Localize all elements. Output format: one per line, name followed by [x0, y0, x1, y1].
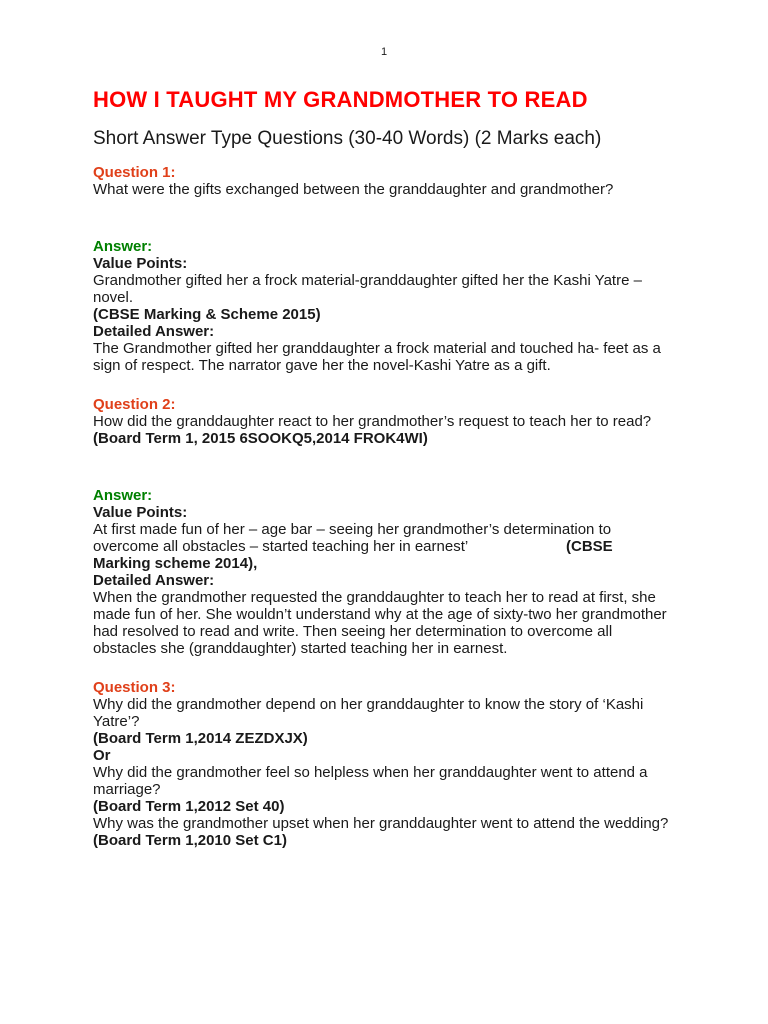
answer-2-value-points-line2-row — [93, 538, 678, 555]
answer-2-value-points-line2: overcome all obstacles – started teaching her in earnest’ — [93, 538, 469, 555]
page-subtitle: Short Answer Type Questions (30-40 Words) (2 Marks each) — [93, 128, 602, 149]
answer-1-value-points-ref: (CBSE Marking & Scheme 2015) — [93, 306, 321, 323]
question-3-alt1-text: Why did the grandmother feel so helpless when her granddaughter went to attend a marriage? — [93, 764, 648, 798]
answer-1-label: Answer: — [93, 238, 153, 255]
answer-1-value-points-label: Value Points: — [93, 255, 188, 272]
question-2-text: How did the granddaughter react to her grandmother’s request to teach her to read? — [93, 413, 652, 430]
answer-1-block — [93, 238, 678, 374]
question-3-alt2-ref: (Board Term 1,2010 Set C1) — [93, 832, 287, 849]
question-2-ref: (Board Term 1, 2015 6SOOKQ5,2014 FROK4WI) — [93, 430, 428, 447]
question-3-text: Why did the grandmother depend on her granddaughter to know the story of ‘Kashi Yatre’? — [93, 696, 644, 730]
question-1-label: Question 1: — [93, 164, 176, 181]
answer-2-value-points-line1: At first made fun of her – age bar – seeing her grandmother’s determination to — [93, 521, 612, 538]
answer-1-detailed-text: The Grandmother gifted her granddaughter a frock material and touched ha- feet as a sign of respect. The narrator gave her the novel-Kashi Yatre as a gift. — [93, 340, 661, 374]
question-3-ref: (Board Term 1,2014 ZEZDXJX) — [93, 730, 308, 747]
question-3-or-label: Or — [93, 747, 111, 764]
answer-2-value-points-ref-a: (CBSE — [566, 538, 613, 555]
question-1-block — [93, 164, 678, 198]
answer-2-label: Answer: — [93, 487, 153, 504]
question-3-alt2-text: Why was the grandmother upset when her granddaughter went to attend the wedding? — [93, 815, 669, 832]
answer-1-value-points: Grandmother gifted her a frock material-granddaughter gifted her the Kashi Yatre – novel. — [93, 272, 642, 306]
answer-2-detailed-text: When the grandmother requested the granddaughter to teach her to read at first, she made fun of her. She wouldn’t understand why at the age of sixty-two her grandmother had resolved to read and write. Then seeing her determination to overcome all obstacles she (granddaughter) started teaching her in earnest. — [93, 589, 667, 657]
question-2-label: Question 2: — [93, 396, 176, 413]
question-3-block — [93, 679, 678, 849]
answer-2-block — [93, 487, 678, 657]
page-title: HOW I TAUGHT MY GRANDMOTHER TO READ — [93, 87, 588, 112]
answer-1-detailed-label: Detailed Answer: — [93, 323, 215, 340]
question-2-block — [93, 396, 678, 447]
question-1-text: What were the gifts exchanged between the granddaughter and grandmother? — [93, 181, 614, 198]
answer-2-detailed-label: Detailed Answer: — [93, 572, 215, 589]
page-number: 1 — [380, 46, 388, 58]
answer-2-value-points-label: Value Points: — [93, 504, 188, 521]
answer-2-value-points-ref-b: Marking scheme 2014), — [93, 555, 258, 572]
question-3-alt1-ref: (Board Term 1,2012 Set 40) — [93, 798, 285, 815]
question-3-label: Question 3: — [93, 679, 176, 696]
